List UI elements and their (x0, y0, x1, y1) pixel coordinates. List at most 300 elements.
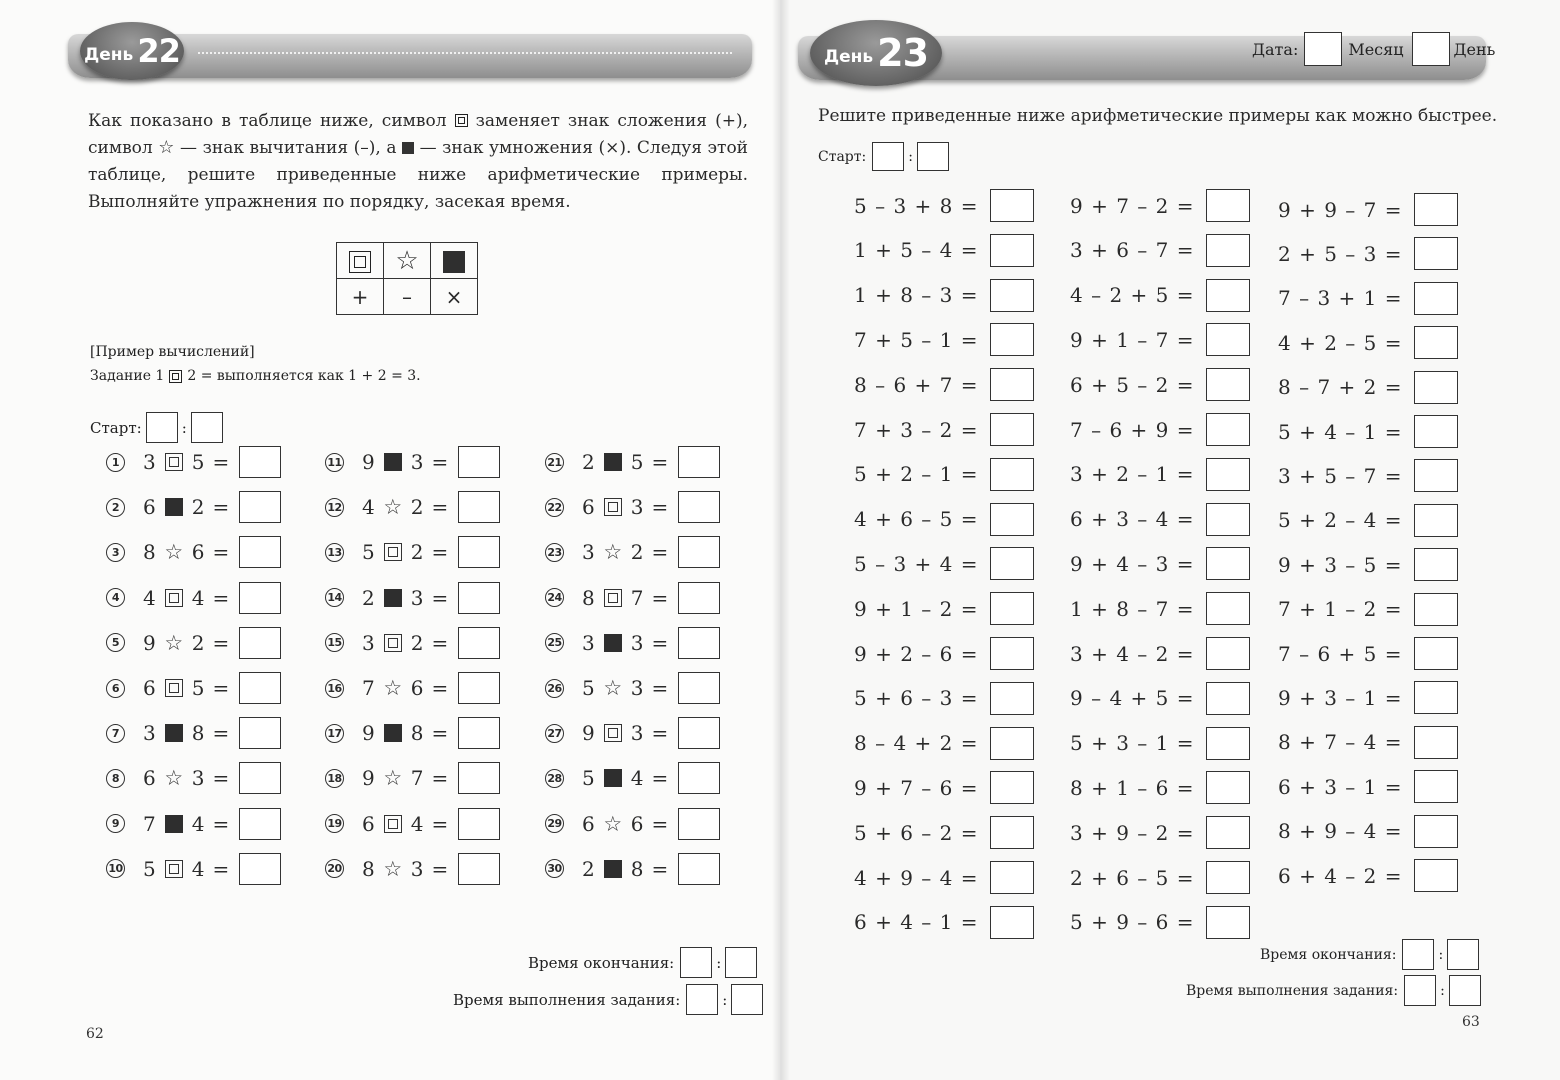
answer-box[interactable] (990, 503, 1034, 536)
problem-number: 11 (325, 453, 344, 472)
expression-item (854, 592, 1034, 625)
operand-b: 2 (410, 495, 424, 520)
expression-item (1070, 323, 1250, 356)
answer-box[interactable] (990, 727, 1034, 760)
expression-item (854, 458, 1034, 491)
date-fields: Дата: Месяц День (1252, 32, 1495, 66)
equals-sign: = (431, 766, 449, 791)
equals-sign: = (431, 676, 449, 700)
answer-box[interactable] (1414, 815, 1458, 848)
answer-box[interactable] (239, 627, 281, 659)
expression-item (1278, 770, 1458, 803)
operand-b: 5 (630, 450, 644, 474)
operand-b: 6 (191, 540, 205, 565)
expression-text: 6 + 3 – 1 = (1278, 774, 1403, 799)
date-day-box[interactable] (1412, 32, 1450, 66)
problem-item (325, 446, 500, 478)
problem-number: 3 (106, 543, 125, 562)
problem-number: 12 (325, 498, 344, 517)
day-number: 23 (877, 31, 929, 75)
expression-item (1278, 593, 1458, 626)
answer-box[interactable] (1414, 237, 1458, 270)
answer-box[interactable] (990, 592, 1034, 625)
problem-item (545, 672, 720, 704)
start-hours-box[interactable] (146, 412, 178, 443)
expression-item (854, 727, 1034, 760)
operand-a: 3 (143, 450, 156, 474)
example-line: Задание 1 2 = выполняется как 1 + 2 = 3. (90, 368, 421, 384)
equals-sign: = (651, 540, 669, 565)
operand-a: 6 (143, 676, 156, 700)
problem-number: 8 (106, 769, 125, 788)
day-word: День (823, 47, 874, 67)
expression-item (854, 861, 1034, 894)
equals-sign: = (431, 450, 449, 474)
expression-item (1070, 816, 1250, 849)
answer-box[interactable] (1206, 592, 1250, 625)
answer-box[interactable] (678, 672, 720, 704)
problem-number: 2 (106, 498, 125, 517)
right-page (780, 0, 1560, 1080)
star-icon: ☆ (603, 811, 623, 836)
black-square-icon (443, 251, 465, 273)
expression-text: 7 + 3 – 2 = (854, 417, 979, 442)
expression-text: 9 + 3 – 5 = (1278, 552, 1403, 577)
expression-item (854, 323, 1034, 356)
expression-text: 3 + 4 – 2 = (1070, 641, 1195, 666)
expression-text: 8 – 6 + 7 = (854, 372, 979, 397)
day-badge (810, 20, 942, 86)
problem-item (545, 717, 720, 749)
operand-a: 9 (362, 450, 375, 474)
answer-box[interactable] (458, 672, 500, 704)
answer-box[interactable] (1414, 459, 1458, 492)
operand-b: 6 (630, 811, 644, 836)
answer-box[interactable] (990, 682, 1034, 715)
star-icon: ☆ (383, 856, 403, 881)
answer-box[interactable] (678, 582, 720, 614)
star-icon: ☆ (158, 137, 175, 158)
answer-box[interactable] (1206, 368, 1250, 401)
answer-box[interactable] (1414, 681, 1458, 714)
duration-time: Время выполнения задания: : (453, 984, 763, 1015)
star-icon: ☆ (383, 766, 403, 791)
problem-number: 6 (106, 679, 125, 698)
duration-hours-box[interactable] (686, 984, 718, 1015)
duration-minutes-box[interactable] (1449, 975, 1481, 1006)
instruction-text: Решите приведенные ниже арифметические примеры как можно быстрее. (818, 106, 1498, 126)
star-icon: ☆ (164, 540, 184, 565)
double-square-icon (162, 679, 186, 697)
expression-text: 3 + 5 – 7 = (1278, 463, 1403, 488)
double-square-icon (601, 724, 625, 742)
double-square-icon (601, 589, 625, 607)
answer-box[interactable] (990, 279, 1034, 312)
answer-box[interactable] (678, 808, 720, 840)
equals-sign: = (651, 811, 669, 836)
answer-box[interactable] (990, 189, 1034, 222)
equals-sign: = (212, 540, 230, 565)
expression-item (854, 368, 1034, 401)
answer-box[interactable] (458, 717, 500, 749)
expression-text: 8 + 9 – 4 = (1278, 819, 1403, 844)
double-square-icon (601, 498, 625, 516)
operand-a: 6 (582, 811, 595, 836)
expression-text: 4 + 2 – 5 = (1278, 330, 1403, 355)
answer-box[interactable] (990, 234, 1034, 267)
answer-box[interactable] (990, 323, 1034, 356)
equals-sign: = (651, 585, 669, 610)
operand-a: 5 (143, 856, 156, 881)
operand-a: 8 (362, 856, 375, 881)
answer-box[interactable] (990, 458, 1034, 491)
star-icon: ☆ (383, 676, 403, 700)
expression-item (1070, 279, 1250, 312)
problem-number: 13 (325, 543, 344, 562)
expression-text: 6 + 4 – 1 = (854, 910, 979, 935)
operand-b: 3 (410, 585, 424, 610)
answer-box[interactable] (678, 491, 720, 523)
black-square-icon (381, 724, 405, 742)
end-hours-box[interactable] (680, 947, 712, 978)
expression-text: 9 + 7 – 6 = (854, 775, 979, 800)
operand-b: 4 (630, 766, 644, 791)
problem-item (106, 446, 281, 478)
operand-b: 5 (191, 450, 205, 474)
expression-text: 4 + 6 – 5 = (854, 507, 979, 532)
problem-item (106, 536, 281, 568)
answer-box[interactable] (678, 627, 720, 659)
answer-box[interactable] (1206, 189, 1250, 222)
expression-item (854, 189, 1034, 222)
operand-a: 6 (143, 766, 156, 791)
expression-item (1278, 237, 1458, 270)
operand-b: 2 (410, 540, 424, 565)
problem-number: 17 (325, 724, 344, 743)
answer-box[interactable] (1414, 193, 1458, 226)
operand-a: 3 (582, 630, 595, 655)
operand-a: 2 (582, 450, 595, 474)
problem-item (106, 717, 281, 749)
problem-number: 4 (106, 588, 125, 607)
answer-box[interactable] (1414, 859, 1458, 892)
answer-box[interactable] (1206, 682, 1250, 715)
equals-sign: = (212, 630, 230, 655)
legend-minus: – (384, 279, 431, 315)
answer-box[interactable] (678, 853, 720, 885)
answer-box[interactable] (239, 717, 281, 749)
expression-item (1070, 771, 1250, 804)
expression-text: 8 – 7 + 2 = (1278, 375, 1403, 400)
black-square-icon (601, 860, 625, 878)
end-hours-box[interactable] (1402, 939, 1434, 970)
answer-box[interactable] (1206, 816, 1250, 849)
duration-hours-box[interactable] (1404, 975, 1436, 1006)
problem-item (545, 853, 720, 885)
expression-item (1070, 637, 1250, 670)
problem-item (325, 491, 500, 523)
answer-box[interactable] (1206, 771, 1250, 804)
expression-text: 7 – 3 + 1 = (1278, 286, 1403, 311)
expression-text: 9 + 2 – 6 = (854, 641, 979, 666)
answer-box[interactable] (990, 861, 1034, 894)
start-minutes-box[interactable] (191, 412, 223, 443)
answer-box[interactable] (1414, 282, 1458, 315)
expression-item (1070, 592, 1250, 625)
expression-text: 4 – 2 + 5 = (1070, 283, 1195, 308)
answer-box[interactable] (239, 853, 281, 885)
duration-minutes-box[interactable] (731, 984, 763, 1015)
answer-box[interactable] (1206, 637, 1250, 670)
problem-item (545, 536, 720, 568)
expression-item (854, 906, 1034, 939)
expression-text: 5 + 6 – 2 = (854, 820, 979, 845)
double-square-icon (169, 370, 182, 383)
black-square-icon (601, 453, 625, 471)
answer-box[interactable] (239, 672, 281, 704)
operand-b: 3 (410, 450, 424, 474)
double-square-icon (381, 634, 405, 652)
end-minutes-box[interactable] (1447, 939, 1479, 970)
expression-item (1278, 415, 1458, 448)
expression-item (1278, 326, 1458, 359)
expression-item (1278, 637, 1458, 670)
expression-text: 9 + 1 – 2 = (854, 596, 979, 621)
answer-box[interactable] (1206, 503, 1250, 536)
answer-box[interactable] (239, 582, 281, 614)
answer-box[interactable] (1206, 906, 1250, 939)
problem-item (545, 582, 720, 614)
black-square-icon (402, 142, 414, 154)
problem-item (106, 491, 281, 523)
equals-sign: = (651, 766, 669, 791)
answer-box[interactable] (239, 491, 281, 523)
answer-box[interactable] (990, 906, 1034, 939)
book-spine-shadow (772, 0, 790, 1080)
problem-number: 5 (106, 633, 125, 652)
answer-box[interactable] (458, 627, 500, 659)
expression-item (854, 637, 1034, 670)
expression-item (1278, 504, 1458, 537)
equals-sign: = (651, 676, 669, 700)
answer-box[interactable] (239, 762, 281, 794)
problem-number: 14 (325, 588, 344, 607)
operand-a: 4 (362, 495, 375, 520)
operand-b: 2 (630, 540, 644, 565)
equals-sign: = (651, 630, 669, 655)
answer-box[interactable] (1206, 234, 1250, 267)
problem-item (106, 672, 281, 704)
expression-item (1278, 815, 1458, 848)
problem-item (325, 582, 500, 614)
expression-text: 9 + 4 – 3 = (1070, 551, 1195, 576)
black-square-icon (381, 589, 405, 607)
problem-number: 24 (545, 588, 564, 607)
operand-b: 3 (191, 766, 205, 791)
equals-sign: = (212, 495, 230, 520)
answer-box[interactable] (1206, 727, 1250, 760)
answer-box[interactable] (990, 816, 1034, 849)
answer-box[interactable] (1206, 547, 1250, 580)
answer-box[interactable] (990, 413, 1034, 446)
expression-item (1278, 459, 1458, 492)
answer-box[interactable] (458, 853, 500, 885)
answer-box[interactable] (458, 762, 500, 794)
answer-box[interactable] (678, 536, 720, 568)
problem-item (545, 446, 720, 478)
operand-b: 3 (630, 721, 644, 746)
answer-box[interactable] (678, 717, 720, 749)
double-square-icon (162, 453, 186, 471)
answer-box[interactable] (1206, 861, 1250, 894)
problem-number: 20 (325, 859, 344, 878)
expression-text: 2 + 5 – 3 = (1278, 241, 1403, 266)
equals-sign: = (212, 721, 230, 746)
answer-box[interactable] (1206, 458, 1250, 491)
answer-box[interactable] (1414, 371, 1458, 404)
equals-sign: = (431, 540, 449, 565)
expression-item (854, 682, 1034, 715)
problem-item (325, 536, 500, 568)
answer-box[interactable] (678, 762, 720, 794)
equals-sign: = (212, 450, 230, 474)
page-number: 62 (86, 1026, 104, 1042)
operand-a: 6 (143, 495, 156, 520)
equals-sign: = (651, 495, 669, 520)
operand-a: 4 (143, 585, 156, 610)
answer-box[interactable] (1414, 726, 1458, 759)
operand-b: 3 (630, 676, 644, 700)
example-title: [Пример вычислений] (90, 344, 255, 360)
answer-box[interactable] (458, 582, 500, 614)
equals-sign: = (431, 630, 449, 655)
expression-text: 7 – 6 + 9 = (1070, 417, 1195, 442)
answer-box[interactable] (678, 446, 720, 478)
problem-number: 22 (545, 498, 564, 517)
problem-number: 19 (325, 814, 344, 833)
answer-box[interactable] (990, 637, 1034, 670)
problem-number: 25 (545, 633, 564, 652)
expression-item (854, 503, 1034, 536)
answer-box[interactable] (458, 491, 500, 523)
black-square-icon (162, 498, 186, 516)
end-time: Время окончания: : (528, 947, 757, 978)
expression-text: 5 + 2 – 4 = (1278, 508, 1403, 533)
answer-box[interactable] (1414, 548, 1458, 581)
operand-b: 4 (191, 856, 205, 881)
expression-item (854, 547, 1034, 580)
answer-box[interactable] (1414, 326, 1458, 359)
operand-b: 3 (630, 495, 644, 520)
operand-a: 2 (362, 585, 375, 610)
intro-text: Как показано в таблице ниже, символ заменяет знак сложения (+), символ ☆ — знак вычитания (–), а — знак умножения (×). Следуя этой таблице, решите приведенные ниже арифметические примеры. Выполняйте упражнения по порядку, засекая время. (88, 111, 749, 212)
operand-b: 7 (410, 766, 424, 791)
black-square-icon (601, 634, 625, 652)
answer-box[interactable] (1414, 770, 1458, 803)
answer-box[interactable] (990, 547, 1034, 580)
answer-box[interactable] (1414, 504, 1458, 537)
expression-text: 1 + 5 – 4 = (854, 238, 979, 263)
equals-sign: = (431, 721, 449, 746)
problem-item (325, 853, 500, 885)
double-square-icon (381, 543, 405, 561)
equals-sign: = (431, 495, 449, 520)
start-minutes-box[interactable] (917, 142, 949, 171)
operand-a: 9 (143, 630, 156, 655)
operand-b: 3 (630, 630, 644, 655)
expression-text: 7 + 5 – 1 = (854, 327, 979, 352)
answer-box[interactable] (1414, 637, 1458, 670)
answer-box[interactable] (458, 446, 500, 478)
expression-text: 9 – 4 + 5 = (1070, 686, 1195, 711)
expression-item (1070, 682, 1250, 715)
operand-b: 3 (410, 856, 424, 881)
black-square-icon (381, 453, 405, 471)
end-minutes-box[interactable] (725, 947, 757, 978)
problem-number: 7 (106, 724, 125, 743)
start-hours-box[interactable] (872, 142, 904, 171)
equals-sign: = (651, 856, 669, 881)
black-square-icon (601, 769, 625, 787)
expression-item (1070, 413, 1250, 446)
answer-box[interactable] (990, 368, 1034, 401)
expression-item (1278, 681, 1458, 714)
expression-item (1070, 368, 1250, 401)
operand-a: 7 (143, 811, 156, 836)
star-icon: ☆ (603, 676, 623, 700)
problem-number: 21 (545, 453, 564, 472)
equals-sign: = (212, 585, 230, 610)
operand-b: 5 (191, 676, 205, 700)
expression-item (854, 413, 1034, 446)
equals-sign: = (431, 585, 449, 610)
start-time: Старт: : (90, 412, 223, 443)
problem-number: 29 (545, 814, 564, 833)
operand-a: 6 (362, 811, 375, 836)
expression-item (1070, 189, 1250, 222)
problem-item (325, 627, 500, 659)
expression-text: 1 + 8 – 7 = (1070, 596, 1195, 621)
answer-box[interactable] (1414, 593, 1458, 626)
answer-box[interactable] (239, 536, 281, 568)
answer-box[interactable] (1206, 413, 1250, 446)
duration-time: Время выполнения задания: : (1186, 975, 1481, 1006)
date-month-box[interactable] (1304, 32, 1342, 66)
equals-sign: = (651, 450, 669, 474)
operand-a: 3 (143, 721, 156, 746)
answer-box[interactable] (1414, 415, 1458, 448)
answer-box[interactable] (990, 771, 1034, 804)
operand-b: 8 (191, 721, 205, 746)
expression-item (1278, 726, 1458, 759)
expression-text: 8 + 1 – 6 = (1070, 775, 1195, 800)
operand-a: 6 (582, 495, 595, 520)
expression-item (1070, 861, 1250, 894)
answer-box[interactable] (458, 536, 500, 568)
expression-text: 5 + 6 – 3 = (854, 686, 979, 711)
problem-item (545, 627, 720, 659)
answer-box[interactable] (1206, 323, 1250, 356)
problem-item (325, 717, 500, 749)
answer-box[interactable] (458, 808, 500, 840)
answer-box[interactable] (239, 446, 281, 478)
answer-box[interactable] (1206, 279, 1250, 312)
expression-text: 6 + 4 – 2 = (1278, 863, 1403, 888)
answer-box[interactable] (239, 808, 281, 840)
operand-b: 8 (410, 721, 424, 746)
expression-text: 7 + 1 – 2 = (1278, 597, 1403, 622)
expression-text: 4 + 9 – 4 = (854, 865, 979, 890)
